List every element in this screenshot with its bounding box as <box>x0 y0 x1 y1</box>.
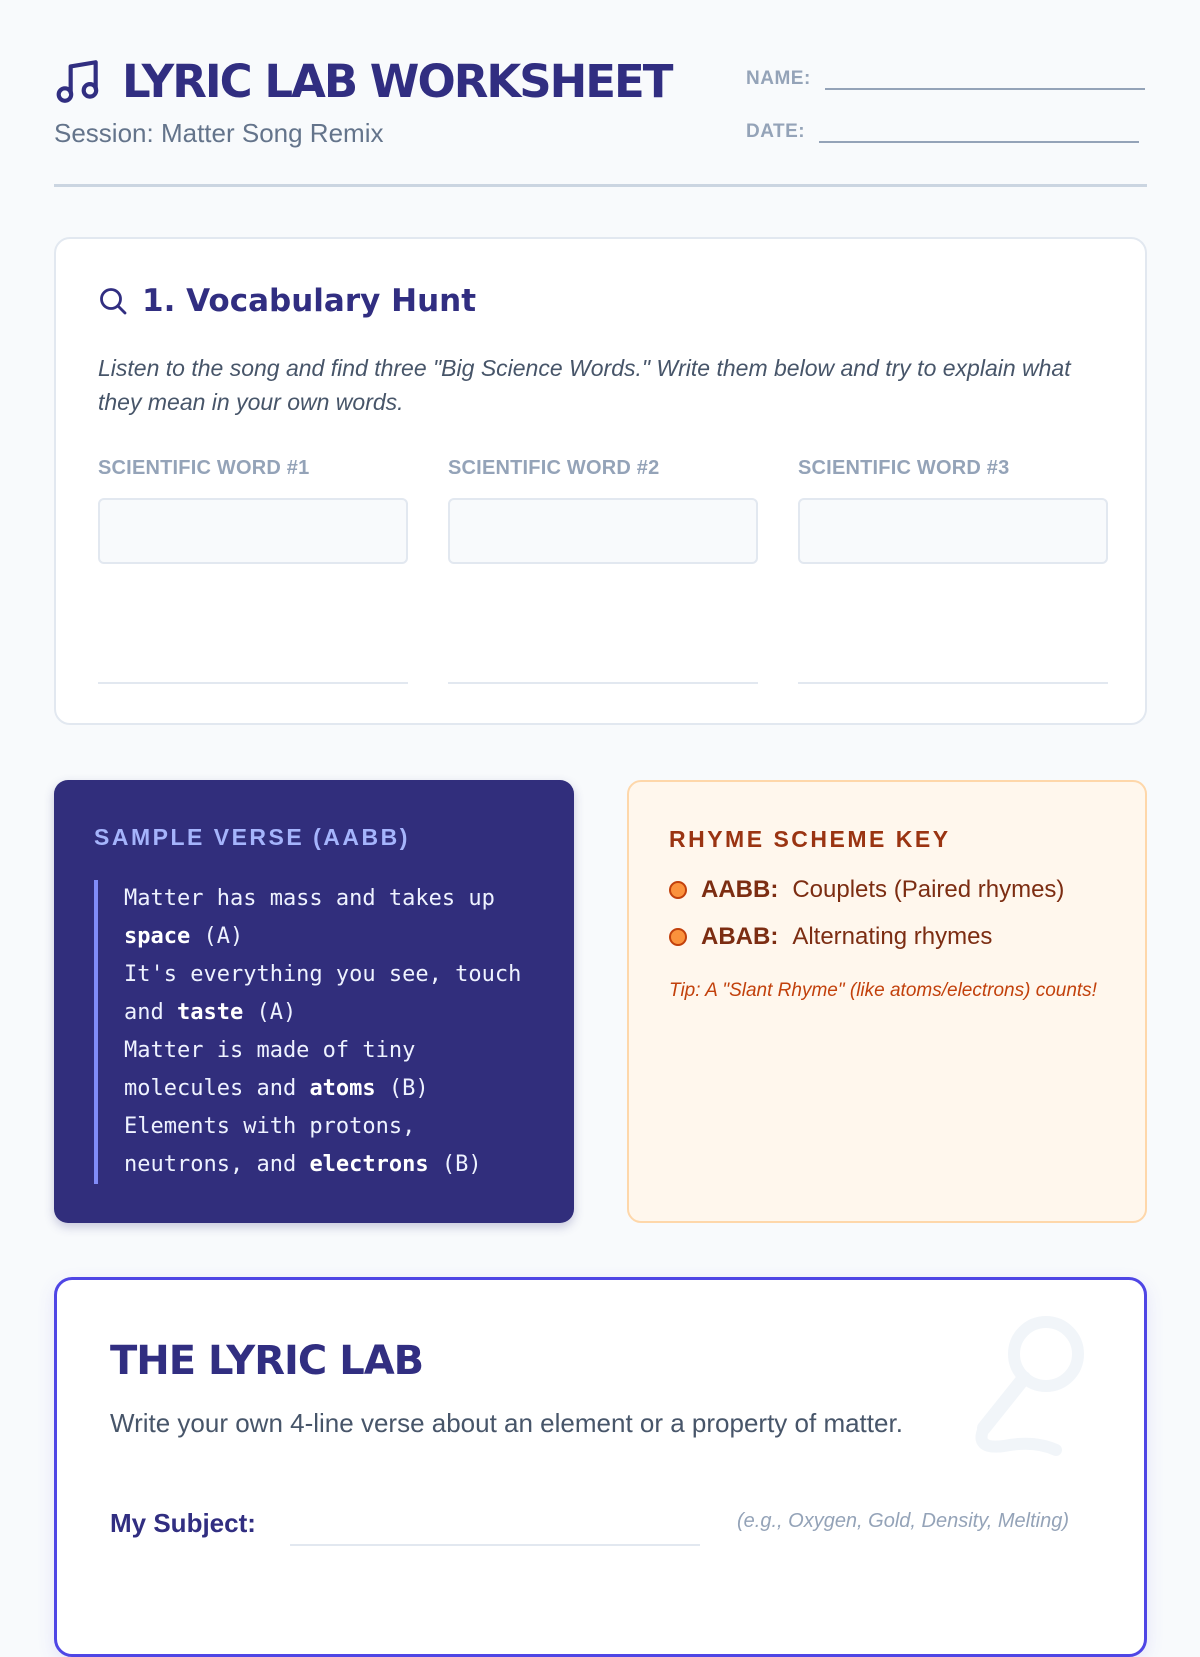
verse-line-1: Matter has mass and takes up space (A) <box>124 886 495 949</box>
vocabulary-hunt-card <box>54 237 1147 725</box>
lyric-lab-description: Write your own 4-line verse about an element or a property of matter. <box>110 1408 903 1438</box>
verse-line-4: Elements with protons, neutrons, and electrons (B) <box>124 1114 482 1177</box>
subject-hint: (e.g., Oxygen, Gold, Density, Melting) <box>737 1510 1069 1532</box>
vocabulary-instructions: Listen to the song and find three "Big Science Words." Write them below and try to explain what they mean in your own words. <box>98 355 1071 415</box>
header <box>54 0 1147 187</box>
sample-verse <box>94 880 534 1184</box>
word-input-3[interactable] <box>798 498 1108 564</box>
word-label-2: SCIENTIFIC WORD #2 <box>448 457 660 479</box>
vocabulary-title: 1. Vocabulary Hunt <box>142 283 477 319</box>
definition-line-1[interactable] <box>98 682 408 684</box>
word-input-1[interactable] <box>98 498 408 564</box>
bullet-dot-icon <box>669 928 687 946</box>
name-field <box>746 60 1145 90</box>
rhyme-tip: Tip: A "Slant Rhyme" (like atoms/electrons) counts! <box>669 980 1097 1001</box>
sample-verse-title: SAMPLE VERSE (AABB) <box>94 824 410 850</box>
rhyme-item-aabb <box>669 876 1064 904</box>
vocabulary-heading <box>98 283 476 319</box>
verse-line-3: Matter is made of tiny molecules and atoms (B) <box>124 1038 429 1101</box>
name-input-line[interactable] <box>825 60 1145 90</box>
subject-label: My Subject: <box>110 1508 256 1538</box>
word-label-3: SCIENTIFIC WORD #3 <box>798 457 1010 479</box>
search-icon <box>98 286 128 316</box>
rhyme-scheme-card <box>627 780 1147 1223</box>
word-input-2[interactable] <box>448 498 758 564</box>
verse-line-2: It's everything you see, touch and taste (A) <box>124 962 522 1025</box>
microphone-icon <box>964 1310 1104 1460</box>
sample-verse-card <box>54 780 574 1223</box>
worksheet-page <box>54 0 1147 1538</box>
word-column-2 <box>448 457 758 684</box>
date-field <box>746 113 1139 143</box>
lyric-lab-card <box>54 1277 1147 1657</box>
music-note-icon <box>54 56 104 106</box>
rhyme-code: ABAB: <box>701 923 779 950</box>
definition-line-2[interactable] <box>448 682 758 684</box>
rhyme-description: Couplets (Paired rhymes) <box>792 876 1065 903</box>
definition-line-3[interactable] <box>798 682 1108 684</box>
session-subtitle: Session: Matter Song Remix <box>54 118 384 148</box>
rhyme-item-abab <box>669 923 992 951</box>
name-label: NAME: <box>746 68 811 89</box>
date-input-line[interactable] <box>819 113 1139 143</box>
word-column-1 <box>98 457 408 684</box>
rhyme-code: AABB: <box>701 876 779 903</box>
word-label-1: SCIENTIFIC WORD #1 <box>98 457 310 479</box>
page-title: LYRIC LAB WORKSHEET <box>122 54 672 108</box>
title-row <box>54 56 671 106</box>
rhyme-scheme-title: RHYME SCHEME KEY <box>669 826 951 852</box>
word-column-3 <box>798 457 1108 684</box>
date-label: DATE: <box>746 121 806 142</box>
lyric-lab-title: THE LYRIC LAB <box>110 1338 424 1384</box>
subject-input-line[interactable] <box>290 1544 700 1546</box>
bullet-dot-icon <box>669 881 687 899</box>
rhyme-description: Alternating rhymes <box>792 923 993 950</box>
